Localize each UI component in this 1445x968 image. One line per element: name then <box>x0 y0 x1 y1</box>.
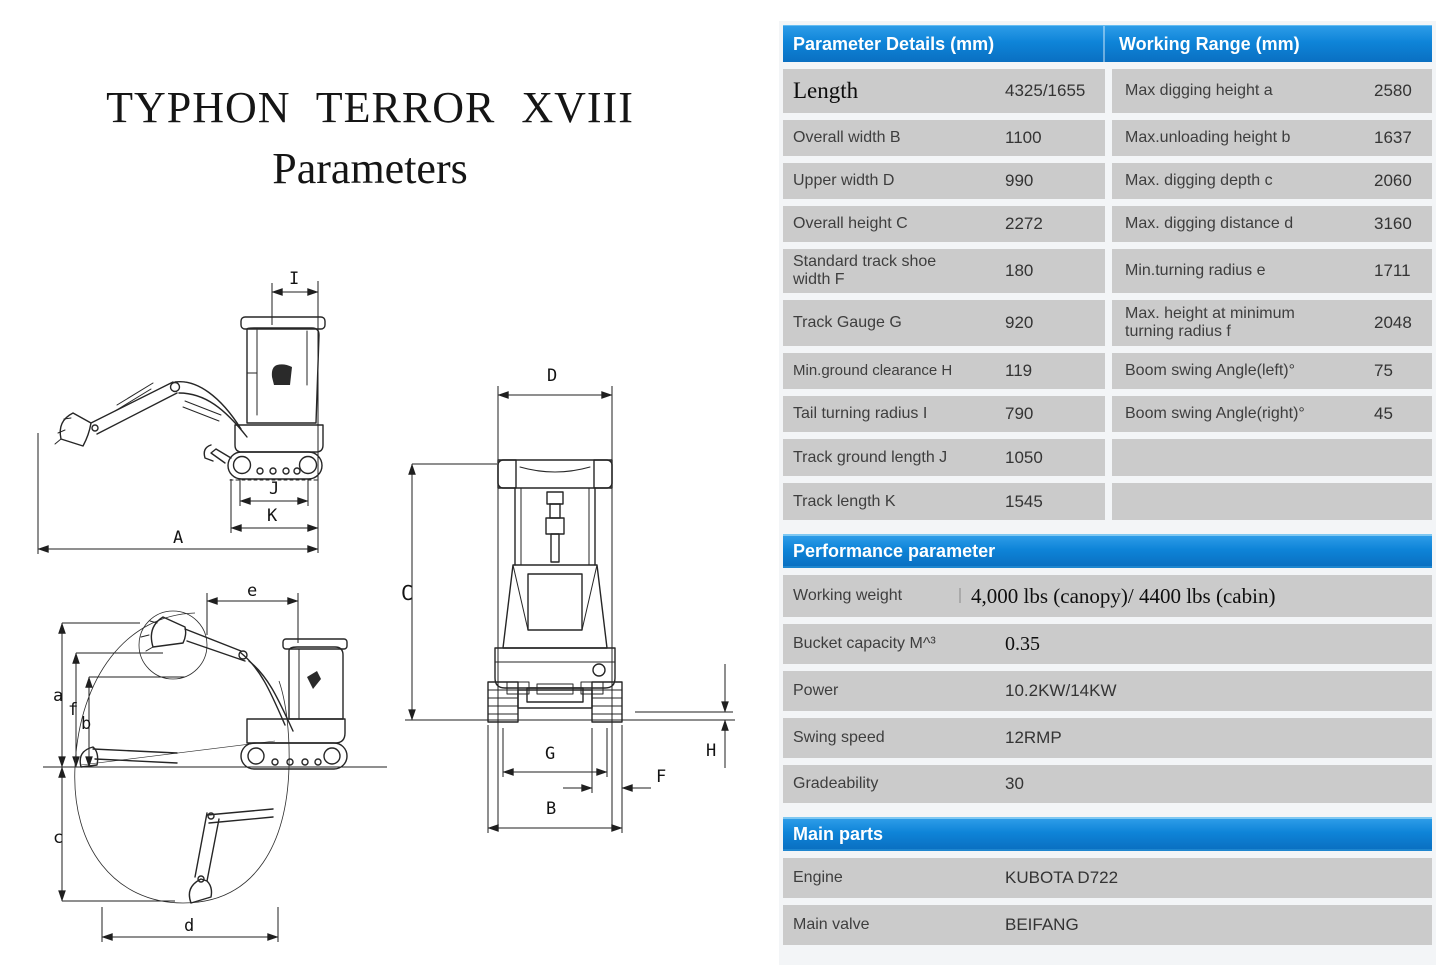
spec-label: Overall width B <box>793 129 901 147</box>
range-value: 2580 <box>1374 81 1412 100</box>
page-title-line1: TYPHON TERROR XVIII <box>106 83 634 132</box>
spec-value: 2272 <box>1005 214 1043 233</box>
spec-value: 990 <box>1005 171 1034 190</box>
part-label: Main valve <box>793 916 870 934</box>
perf-row <box>783 765 1432 803</box>
perf-value: 4,000 lbs (canopy)/ 4400 lbs (cabin) <box>971 583 1276 608</box>
range-value: 1711 <box>1374 261 1411 280</box>
front-view-drawing <box>395 350 745 850</box>
perf-label: Power <box>793 682 839 700</box>
range-value: 2048 <box>1374 313 1412 332</box>
spec-row <box>783 396 1432 432</box>
header-col-parameter-details: Parameter Details (mm) <box>783 26 1105 62</box>
perf-label: Bucket capacity M^³ <box>793 635 936 653</box>
page-title <box>52 82 688 194</box>
part-value: KUBOTA D722 <box>1005 868 1119 887</box>
dim-label-K: K <box>267 506 278 526</box>
dim-label-H: H <box>706 741 717 761</box>
dim-label-J: J <box>269 479 280 499</box>
range-value: 2060 <box>1374 171 1412 190</box>
range-value: 45 <box>1374 404 1393 423</box>
spec-label: Track length K <box>793 492 896 510</box>
dim-label-f: f <box>68 700 79 720</box>
spec-row <box>783 483 1432 520</box>
range-label: Min.turning radius e <box>1125 262 1266 280</box>
spec-row <box>783 439 1432 476</box>
spec-value: 1100 <box>1005 128 1042 147</box>
spec-label: Standard track shoe width F <box>793 253 937 288</box>
artifact-mark <box>959 588 961 603</box>
side-view-drawing <box>25 265 335 565</box>
perf-value: 30 <box>1005 774 1024 793</box>
spec-row <box>783 163 1432 199</box>
spec-row <box>783 206 1432 242</box>
perf-value: 10.2KW/14KW <box>1005 681 1117 700</box>
range-value: 75 <box>1374 361 1393 380</box>
dim-label-I: I <box>289 269 300 289</box>
perf-row <box>783 575 1432 617</box>
excavator-front-view <box>488 460 622 722</box>
spec-row <box>783 300 1432 346</box>
front-view-dimensions <box>405 386 735 833</box>
spec-row <box>783 69 1432 113</box>
range-label: Max.unloading height b <box>1125 129 1291 147</box>
perf-label: Swing speed <box>793 729 885 747</box>
dim-label-G: G <box>545 744 556 764</box>
excavator-side-view <box>55 317 325 480</box>
spec-value: 1545 <box>1005 491 1043 511</box>
range-value: 1637 <box>1374 128 1412 147</box>
spec-value: 4325/1655 <box>1005 81 1086 100</box>
perf-label: Working weight <box>793 587 903 605</box>
spec-row <box>783 353 1432 389</box>
part-row <box>783 905 1432 945</box>
dim-label-c: c <box>53 828 64 848</box>
spec-value: 180 <box>1005 261 1034 280</box>
dim-label-A: A <box>173 528 184 548</box>
dim-label-b: b <box>81 714 92 734</box>
spec-label: Upper width D <box>793 172 895 190</box>
spec-label: Track ground length J <box>793 448 948 466</box>
spec-label: Tail turning radius I <box>793 405 928 423</box>
perf-label: Gradeability <box>793 775 879 793</box>
dim-label-C: C <box>401 581 414 605</box>
working-range-drawing <box>35 585 395 965</box>
part-row <box>783 858 1432 898</box>
working-range-dimensions <box>43 593 387 942</box>
range-label: Max. digging distance d <box>1125 215 1294 233</box>
range-label: Max digging height a <box>1125 82 1273 100</box>
spec-label: Track Gauge G <box>793 314 902 332</box>
spec-value: 119 <box>1005 361 1033 380</box>
page-title-line2: Parameters <box>272 144 468 193</box>
perf-value: 12RMP <box>1005 728 1062 747</box>
dim-label-a: a <box>53 686 64 706</box>
spec-label: Overall height C <box>793 215 908 233</box>
table-header <box>783 25 1432 62</box>
performance-header: Performance parameter <box>783 534 1432 568</box>
part-value: BEIFANG <box>1005 915 1079 934</box>
main-parts-header: Main parts <box>783 817 1432 851</box>
spec-value: 790 <box>1005 404 1034 423</box>
range-label: Boom swing Angle(left)° <box>1125 362 1296 380</box>
perf-row <box>783 718 1432 758</box>
perf-value: 0.35 <box>1005 632 1040 655</box>
range-label: Boom swing Angle(right)° <box>1125 405 1305 423</box>
range-value: 3160 <box>1374 214 1412 233</box>
excavator-range-view <box>80 617 347 903</box>
dim-label-e: e <box>247 585 258 601</box>
range-label: Max. height at minimum turning radius f <box>1125 305 1295 340</box>
spec-label: Length <box>793 78 859 104</box>
dim-label-F: F <box>656 767 667 787</box>
spec-label: Min.ground clearance H <box>793 361 953 379</box>
header-col-working-range: Working Range (mm) <box>1119 33 1300 54</box>
range-label: Max. digging depth c <box>1125 172 1273 190</box>
spec-value: 1050 <box>1005 447 1043 467</box>
perf-row <box>783 624 1432 664</box>
perf-row <box>783 671 1432 711</box>
dim-label-B: B <box>546 799 557 819</box>
spec-value: 920 <box>1005 313 1034 332</box>
dim-label-d: d <box>184 916 195 936</box>
spec-table <box>783 25 1432 945</box>
spec-row <box>783 120 1432 156</box>
part-label: Engine <box>793 869 843 887</box>
spec-row <box>783 249 1432 293</box>
working-range-envelope <box>75 611 289 903</box>
dim-label-D: D <box>547 366 558 386</box>
